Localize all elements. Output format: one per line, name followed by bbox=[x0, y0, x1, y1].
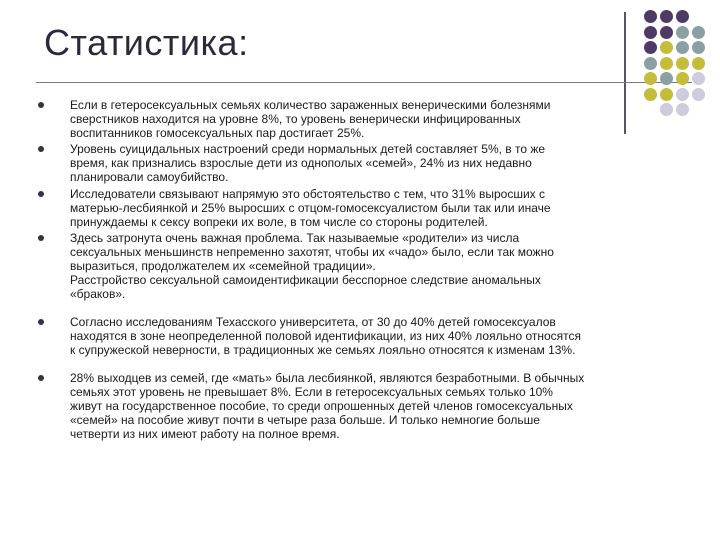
decorative-dot bbox=[692, 72, 705, 85]
decorative-dot bbox=[660, 72, 673, 85]
decorative-dot bbox=[644, 10, 657, 23]
decorative-dot bbox=[692, 26, 705, 39]
list-item bbox=[38, 371, 678, 441]
decorative-dot bbox=[676, 57, 689, 70]
horizontal-divider bbox=[36, 82, 692, 83]
bullet-text: Здесь затронута очень важная проблема. Так называемые «родители» из числа сексуальных меньшинств непременно захотят, чтобы их «чадо» было, если так можно выразиться, продолжателем их «семейной традиции». bbox=[70, 231, 554, 273]
list-item bbox=[38, 98, 678, 140]
bullet-icon bbox=[38, 102, 44, 108]
bullet-icon bbox=[38, 146, 44, 152]
bullet-icon bbox=[38, 375, 44, 381]
slide-title: Статистика: bbox=[44, 22, 249, 63]
decorative-dot bbox=[660, 10, 673, 23]
list-item bbox=[38, 187, 678, 229]
list-item bbox=[38, 315, 678, 357]
bullet-text: Согласно исследованиям Техасского университета, от 30 до 40% детей гомосексуалов находятся в зоне неопределенной половой идентификации, из них 40% лояльно относятся к супружеской неверности, в традиционных же семьях лояльно относятся к изменам 13%. bbox=[70, 315, 582, 357]
bullet-text: 28% выходцев из семей, где «мать» была лесбиянкой, являются безработными. В обычных семьях этот уровень не превышает 8%. Если в гетеросексуальных семьях только 10% живут на государственное пособие, то среди опрошенных детей членов гомосексуальных «семей» на пособие живут почти в четыре раза больше. И только немногие больше четверти из них имеют работу на полное время. bbox=[70, 371, 585, 441]
decorative-dot bbox=[660, 41, 673, 54]
bullet-list bbox=[38, 98, 678, 441]
bullet-text: Исследователи связывают напрямую это обстоятельство с тем, что 31% выросших с матерью-лесбиянкой и 25% выросших с отцом-гомосексуалистом были так или иначе принуждаемы к сексу вопреки их воле, в том числе со стороны родителей. bbox=[70, 187, 551, 229]
bullet-text: Уровень суицидальных настроений среди нормальных детей составляет 5%, в то же время, как признались взрослые дети из однополых «семей», 24% из них недавно планировали самоубийство. bbox=[70, 142, 546, 184]
bullet-text: Если в гетеросексуальных семьях количество зараженных венерическими болезнями сверстников находится на уровне 8%, то уровень венерически инфицированных воспитанников гомосексуальных пар достигает 25%. bbox=[70, 98, 551, 140]
list-item bbox=[38, 231, 678, 301]
bullet-icon bbox=[38, 235, 44, 241]
decorative-dot bbox=[644, 57, 657, 70]
bullet-icon bbox=[38, 319, 44, 325]
decorative-dot bbox=[692, 88, 705, 101]
decorative-dot bbox=[644, 41, 657, 54]
decorative-dot bbox=[676, 72, 689, 85]
decorative-dot bbox=[676, 26, 689, 39]
decorative-dot bbox=[692, 41, 705, 54]
bullet-text-continued: Расстройство сексуальной самоидентификации бесспорное следствие аномальных «браков». bbox=[70, 273, 541, 301]
decorative-dot bbox=[644, 72, 657, 85]
decorative-dot bbox=[644, 26, 657, 39]
decorative-dot bbox=[660, 57, 673, 70]
decorative-dot bbox=[676, 41, 689, 54]
decorative-dot bbox=[676, 10, 689, 23]
bullet-icon bbox=[38, 191, 44, 197]
decorative-dot bbox=[692, 57, 705, 70]
decorative-dot bbox=[660, 26, 673, 39]
list-item bbox=[38, 142, 678, 184]
